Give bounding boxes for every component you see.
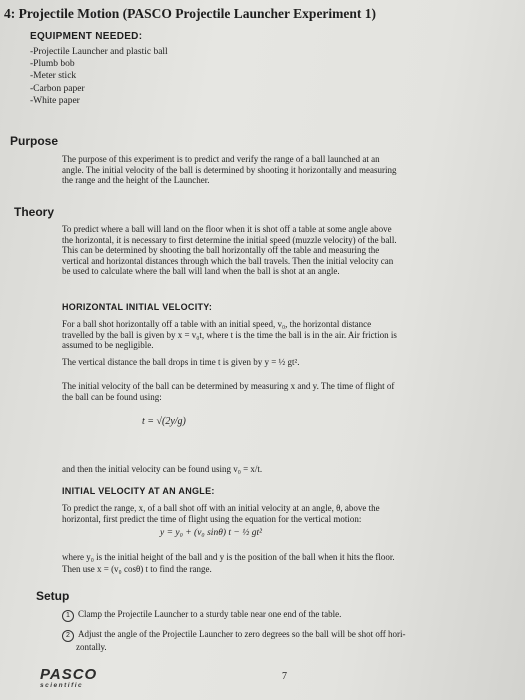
list-item: -Projectile Launcher and plastic ball	[30, 47, 168, 57]
equipment-heading: EQUIPMENT NEEDED:	[30, 31, 143, 42]
step-number: 2	[62, 630, 74, 642]
vertical-motion-equation: y = y₀ + (v₀ sinθ) t − ½ gt²	[160, 528, 262, 538]
setup-step: 2 Adjust the angle of the Projectile Launcher to zero degrees so the ball will be shot off hori-	[62, 629, 406, 642]
list-item: -White paper	[30, 95, 80, 106]
theory-heading: Theory	[14, 205, 55, 219]
setup-step: 1 Clamp the Projectile Launcher to a sturdy table near one end of the table.	[62, 609, 341, 622]
purpose-paragraph: The purpose of this experiment is to predict and verify the range of a ball launched at an angle. The initial velocity of the ball is determined by shooting it horizontally and measuring the range and the height of the Launcher.	[62, 154, 397, 186]
initial-velocity-line: and then the initial velocity can be found using v₀ = x/t.	[62, 464, 263, 474]
horizontal-paragraph: For a ball shot horizontally off a table with an initial speed, v₀, the horizontal distance travelled by the ball is given by x = v₀t, where t is the time the ball is in the air. Air friction is assumed to be negligible.	[62, 319, 397, 351]
theory-paragraph: To predict where a ball will land on the floor when it is shot off a table at some angle above the horizontal, it is necessary to first determine the initial speed (muzzle velocity) of the ball. This can be determined by shooting the ball horizontally off the table and measuring the vertical and horizontal distances through which the ball travels. Then the initial velocity can be used to calculate where the ball will land when the ball is shot at an angle.	[62, 224, 397, 277]
where-line: where y₀ is the initial height of the ball and y is the position of the ball when it hits the floor.	[62, 552, 395, 562]
step-number: 1	[62, 610, 74, 622]
vertical-distance-line: The vertical distance the ball drops in time t is given by y = ½ gt².	[62, 357, 300, 367]
velocity-paragraph: The initial velocity of the ball can be determined by measuring x and y. The time of flight of the ball can be found using:	[62, 381, 395, 402]
list-item: -Meter stick	[30, 71, 77, 82]
pasco-logo	[40, 668, 97, 689]
logo-subtext: scientific	[40, 682, 84, 689]
range-line: Then use x = (v₀ cosθ) t to find the range.	[62, 564, 212, 574]
page-title: 4: Projectile Motion (PASCO Projectile Launcher Experiment 1)	[4, 6, 377, 21]
list-item: -Plumb bob	[30, 59, 75, 70]
equipment-list	[30, 46, 168, 107]
angle-paragraph: To predict the range, x, of a ball shot off with an initial velocity at an angle, θ, above the horizontal, first predict the time of flight using the equation for the vertical motion:	[62, 503, 380, 524]
list-item: -Carbon paper	[30, 83, 85, 94]
purpose-heading: Purpose	[10, 134, 59, 148]
page-number: 7	[282, 671, 287, 682]
horizontal-velocity-heading: HORIZONTAL INITIAL VELOCITY:	[62, 302, 213, 312]
setup-continuation: zontally.	[76, 642, 107, 652]
logo-text: PASCO	[40, 666, 98, 683]
time-of-flight-equation: t = √(2y/g)	[142, 416, 186, 427]
setup-heading: Setup	[36, 589, 70, 603]
angle-velocity-heading: INITIAL VELOCITY AT AN ANGLE:	[62, 486, 215, 496]
